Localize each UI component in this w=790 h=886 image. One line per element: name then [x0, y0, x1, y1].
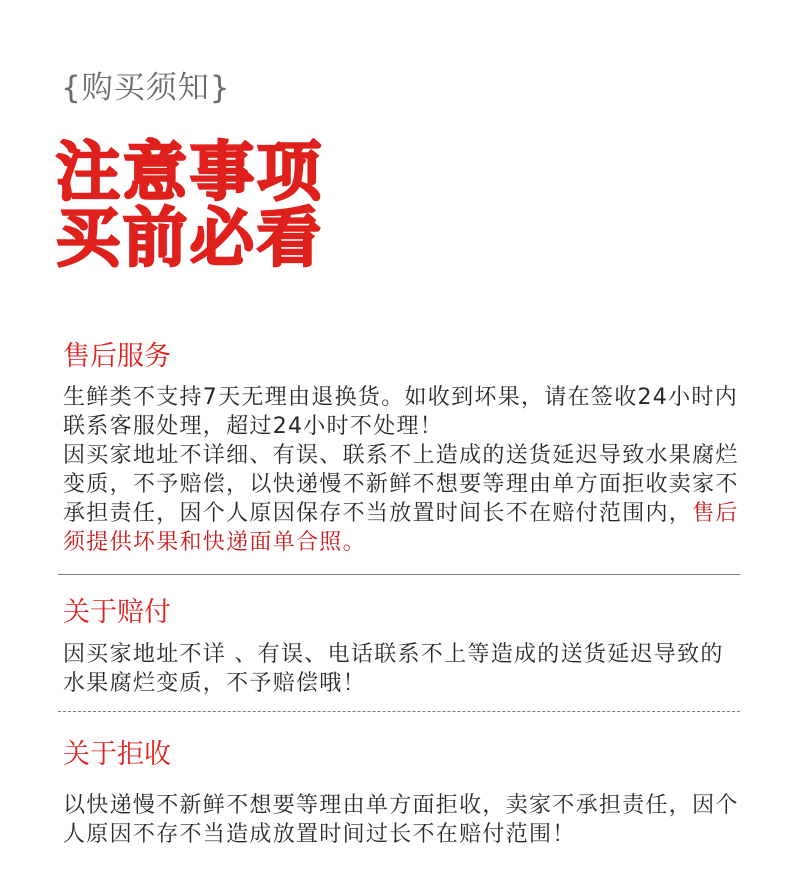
rejection-paragraph: 以快递慢不新鲜不想要等理由单方面拒收，卖家不承担责任，因个人原因不存不当造成放置时间过长不在赔付范围！: [63, 793, 739, 847]
section-heading-compensation: 关于赔付: [63, 597, 171, 628]
section-body-compensation: [63, 640, 743, 698]
section-heading-after-sales: 售后服务: [63, 341, 171, 372]
pre-title: {购买须知}: [61, 70, 231, 106]
main-title-line-1: 注意事项: [56, 136, 324, 210]
section-body-rejection: [63, 791, 743, 849]
after-sales-paragraph-2-text: 因买家地址不详细、有误、联系不上造成的送货延迟导致水果腐烂变质，不予赔偿，以快递慢不新鲜不想要等理由单方面拒收卖家不承担责任，因个人原因保存不当放置时间长不在赔付范围内，: [63, 443, 739, 526]
section-divider-dashed: [58, 711, 740, 712]
after-sales-highlight-text: 售后须提供坏果和快递面单合照。: [63, 501, 739, 555]
compensation-paragraph: 因买家地址不详 、有误、电话联系不上等造成的送货延迟导致的水果腐烂变质，不予赔偿哦！: [63, 642, 724, 696]
after-sales-paragraph-1: 生鲜类不支持7天无理由退换货。如收到坏果，请在签收24小时内联系客服处理，超过24小时不处理！: [63, 385, 738, 439]
section-heading-rejection: 关于拒收: [63, 739, 171, 770]
section-body-after-sales: [63, 383, 743, 557]
section-divider-solid: [58, 574, 740, 575]
after-sales-paragraph-2: [63, 441, 743, 557]
main-title-line-2: 买前必看: [56, 202, 324, 276]
